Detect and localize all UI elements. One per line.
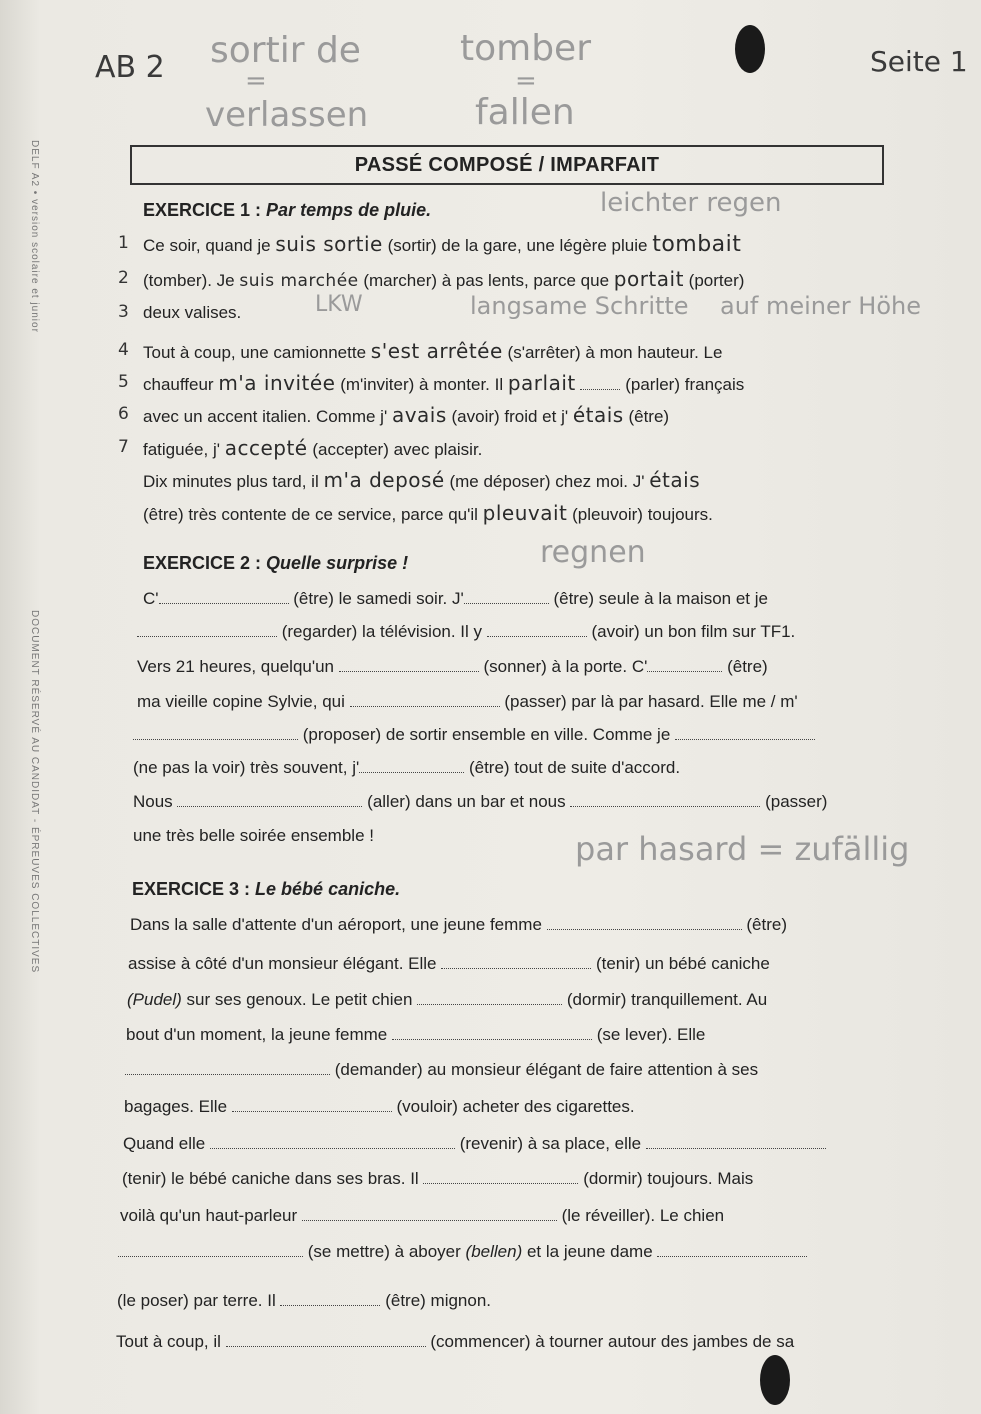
ex1-answer-10[interactable]: accepté: [224, 436, 308, 460]
ex1-line-7: [143, 437, 482, 461]
ex1-answer-3[interactable]: suis marchée: [239, 271, 359, 291]
ex2-text: (être) seule à la maison et je: [553, 589, 768, 608]
blank-line[interactable]: [441, 952, 591, 969]
ex1-text: (marcher) à pas lents, parce que: [363, 271, 610, 290]
ex1-line-1: [143, 233, 741, 257]
blank-line[interactable]: [657, 1240, 807, 1257]
ex1-text: (s'arrêter) à mon hauteur. Le: [507, 343, 723, 362]
ex2-text: (proposer) de sortir ensemble en ville. Comme je: [302, 725, 671, 744]
ex3-line-2: [128, 952, 770, 975]
blank-line[interactable]: [487, 620, 587, 637]
ex2-text: (passer) par là par hasard. Elle me / m': [504, 692, 798, 711]
ex2-line-2: [137, 620, 795, 643]
blank-line[interactable]: [118, 1240, 303, 1257]
blank-line[interactable]: [125, 1058, 330, 1075]
ex3-line-4: [126, 1023, 705, 1046]
blank-line[interactable]: [159, 587, 289, 604]
hw-langsame: langsame Schritte: [470, 292, 689, 320]
ex3-text: Quand elle: [123, 1134, 206, 1153]
ex2-text: Nous: [133, 792, 173, 811]
ex3-text: Tout à coup, il: [116, 1332, 221, 1351]
ex1-answer-1[interactable]: suis sortie: [275, 232, 383, 256]
margin-num-4: 4: [118, 340, 129, 360]
ex2-text: (être): [727, 657, 768, 676]
ex2-text: (avoir) un bon film sur TF1.: [591, 622, 796, 641]
ex3-text: (bellen): [465, 1242, 523, 1261]
ex1-text: chauffeur: [143, 375, 214, 394]
ex2-label: EXERCICE 2 :: [143, 553, 262, 573]
ex1-text: (être): [628, 407, 670, 426]
binder-hole-bottom: [760, 1355, 790, 1405]
ex2-line-3: [137, 655, 768, 678]
blank-line: [580, 373, 620, 390]
ex2-text: (être) tout de suite d'accord.: [468, 758, 681, 777]
ex3-text: (être): [746, 915, 788, 934]
ex3-text: et la jeune dame: [526, 1242, 653, 1261]
ex1-line-5: [143, 372, 744, 396]
ex1-text: (pleuvoir) toujours.: [572, 505, 713, 524]
ex1-subtitle: Par temps de pluie.: [266, 200, 432, 220]
ex1-answer-13[interactable]: pleuvait: [482, 501, 568, 525]
ex2-line-5: [133, 723, 815, 746]
blank-line[interactable]: [464, 587, 549, 604]
side-label-top: DELF A2 • version scolaire et junior: [29, 140, 40, 333]
ex3-text: voilà qu'un haut-parleur: [120, 1206, 298, 1225]
ex1-text: (parler) français: [625, 375, 745, 394]
hw-ab: AB 2: [95, 50, 165, 85]
ex1-text: (me déposer) chez moi. J': [449, 472, 645, 491]
margin-num-3: 3: [118, 302, 129, 322]
blank-line[interactable]: [423, 1167, 578, 1184]
ex1-line-8: [143, 469, 700, 493]
blank-line[interactable]: [646, 1132, 826, 1149]
ex1-answer-4[interactable]: portait: [613, 267, 684, 291]
ex3-text: (vouloir) acheter des cigarettes.: [396, 1097, 635, 1116]
blank-line[interactable]: [392, 1023, 592, 1040]
ex3-line-8: [122, 1167, 753, 1190]
hw-sortir: sortir de: [210, 30, 361, 71]
ex3-label: EXERCICE 3 :: [132, 879, 251, 899]
ex1-text: (avoir) froid et j': [451, 407, 569, 426]
ex1-text: Tout à coup, une camionnette: [143, 343, 367, 362]
ex1-line-3: [143, 302, 241, 324]
ex3-title: [132, 879, 400, 900]
hw-parhasard: par hasard = zufällig: [575, 830, 910, 868]
blank-line[interactable]: [359, 756, 464, 773]
ex2-text: C': [143, 589, 159, 608]
worksheet-title: PASSÉ COMPOSÉ / IMPARFAIT: [130, 145, 884, 185]
blank-line[interactable]: [675, 723, 815, 740]
ex3-line-6: [124, 1095, 635, 1118]
hw-verlassen: verlassen: [205, 95, 369, 135]
blank-line[interactable]: [232, 1095, 392, 1112]
hw-regnen: regnen: [540, 535, 646, 570]
margin-num-6: 6: [118, 404, 129, 424]
ex1-title: [143, 200, 431, 221]
ex1-text: (porter): [688, 271, 745, 290]
ex2-subtitle: Quelle surprise !: [266, 553, 409, 573]
binder-hole-top: [735, 25, 765, 73]
blank-line[interactable]: [137, 620, 277, 637]
ex2-text: (être) le samedi soir. J': [293, 589, 464, 608]
ex2-line-4: [137, 690, 798, 713]
ex2-text: une très belle soirée ensemble !: [133, 826, 374, 845]
ex1-label: EXERCICE 1 :: [143, 200, 262, 220]
ex1-text: Ce soir, quand je: [143, 236, 271, 255]
ex3-text: (Pudel): [127, 990, 182, 1009]
ex3-line-7: [123, 1132, 826, 1155]
ex2-text: ma vieille copine Sylvie, qui: [137, 692, 345, 711]
ex1-answer-11[interactable]: m'a deposé: [323, 468, 445, 492]
ex2-line-8: [133, 825, 374, 847]
ex2-title: [143, 553, 408, 574]
blank-line[interactable]: [302, 1204, 557, 1221]
hw-eq2: =: [515, 66, 537, 96]
ex2-text: Vers 21 heures, quelqu'un: [137, 657, 335, 676]
ex1-answer-8[interactable]: avais: [391, 403, 447, 427]
ex1-text: avec un accent italien. Comme j': [143, 407, 388, 426]
ex2-line-6: [133, 756, 680, 779]
ex3-text: (dormir) tranquillement. Au: [566, 990, 768, 1009]
hw-eq1: =: [245, 66, 267, 96]
ex3-text: bagages. Elle: [124, 1097, 228, 1116]
ex3-text: (se lever). Elle: [596, 1025, 706, 1044]
ex3-text: sur ses genoux. Le petit chien: [186, 990, 413, 1009]
ex3-text: (le réveiller). Le chien: [561, 1206, 725, 1225]
ex2-text: (passer): [765, 792, 828, 811]
ex2-text: (sonner) à la porte. C': [483, 657, 648, 676]
ex3-line-12: [116, 1330, 794, 1353]
ex1-text: (accepter) avec plaisir.: [312, 440, 483, 459]
ex3-text: (commencer) à tourner autour des jambes de sa: [430, 1332, 795, 1351]
hw-auf: auf meiner Höhe: [720, 292, 921, 320]
ex3-line-3: [127, 988, 767, 1011]
blank-line[interactable]: [647, 655, 722, 672]
ex3-text: Dans la salle d'attente d'un aéroport, une jeune femme: [130, 915, 542, 934]
ex1-line-4: [143, 340, 722, 364]
ex3-text: (tenir) un bébé caniche: [595, 954, 770, 973]
ex1-answer-6[interactable]: m'a invitée: [218, 371, 336, 395]
ex3-line-9: [120, 1204, 724, 1227]
ex2-text: (aller) dans un bar et nous: [367, 792, 566, 811]
ex1-text: Dix minutes plus tard, il: [143, 472, 319, 491]
ex3-text: assise à côté d'un monsieur élégant. Elle: [128, 954, 437, 973]
ex3-text: (dormir) toujours. Mais: [583, 1169, 754, 1188]
ex1-line-9: [143, 502, 713, 526]
margin-num-1: 1: [118, 233, 129, 253]
ex1-line-2: [143, 268, 744, 292]
ex1-text: (sortir) de la gare, une légère pluie: [387, 236, 648, 255]
margin-num-5: 5: [118, 372, 129, 392]
ex3-text: (se mettre) à aboyer: [307, 1242, 461, 1261]
ex1-text: (m'inviter) à monter. Il: [340, 375, 504, 394]
blank-line[interactable]: [339, 655, 479, 672]
ex3-text: bout d'un moment, la jeune femme: [126, 1025, 388, 1044]
hw-seite: Seite 1: [870, 45, 968, 78]
ex1-answer-5[interactable]: s'est arrêtée: [370, 339, 503, 363]
blank-line[interactable]: [280, 1289, 380, 1306]
ex1-answer-12[interactable]: étais: [649, 468, 701, 492]
ex3-subtitle: Le bébé caniche.: [255, 879, 401, 899]
blank-line[interactable]: [210, 1132, 455, 1149]
ex1-line-6: [143, 404, 669, 428]
blank-line[interactable]: [226, 1330, 426, 1347]
ex2-line-7: [133, 790, 827, 813]
ex1-answer-2[interactable]: tombait: [652, 232, 742, 257]
ex3-line-11: [117, 1289, 491, 1312]
ex3-text: (être) mignon.: [385, 1291, 492, 1310]
side-label-bottom: DOCUMENT RÉSERVÉ AU CANDIDAT - ÉPREUVES COLLECTIVES: [29, 610, 40, 974]
ex2-text: (ne pas la voir) très souvent, j': [133, 758, 360, 777]
blank-line[interactable]: [177, 790, 362, 807]
ex3-text: (tenir) le bébé caniche dans ses bras. Il: [122, 1169, 419, 1188]
ex3-text: (le poser) par terre. Il: [117, 1291, 276, 1310]
blank-line[interactable]: [547, 913, 742, 930]
blank-line[interactable]: [570, 790, 760, 807]
ex3-text: (revenir) à sa place, elle: [459, 1134, 642, 1153]
hw-lkw: LKW: [315, 292, 363, 317]
ex3-text: (demander) au monsieur élégant de faire attention à ses: [334, 1060, 759, 1079]
ex2-text: (regarder) la télévision. Il y: [281, 622, 483, 641]
ex1-text: fatiguée, j': [143, 440, 220, 459]
blank-line[interactable]: [133, 723, 298, 740]
hw-fallen: fallen: [475, 92, 575, 133]
blank-line[interactable]: [417, 988, 562, 1005]
hw-leichter: leichter regen: [600, 188, 782, 218]
margin-num-2: 2: [118, 268, 129, 288]
ex1-text: (être) très contente de ce service, parce qu'il: [143, 505, 478, 524]
ex1-text: (tomber). Je: [143, 271, 235, 290]
margin-num-7: 7: [118, 437, 129, 457]
ex3-line-1: [130, 913, 787, 936]
ex1-answer-9[interactable]: étais: [572, 403, 624, 427]
ex3-line-10: [118, 1240, 807, 1263]
ex1-text: deux valises.: [143, 303, 242, 322]
hw-tomber: tomber: [460, 28, 592, 69]
ex2-line-1: [143, 587, 768, 610]
ex1-answer-7[interactable]: parlait: [507, 371, 576, 395]
blank-line[interactable]: [350, 690, 500, 707]
ex3-line-5: [125, 1058, 758, 1081]
